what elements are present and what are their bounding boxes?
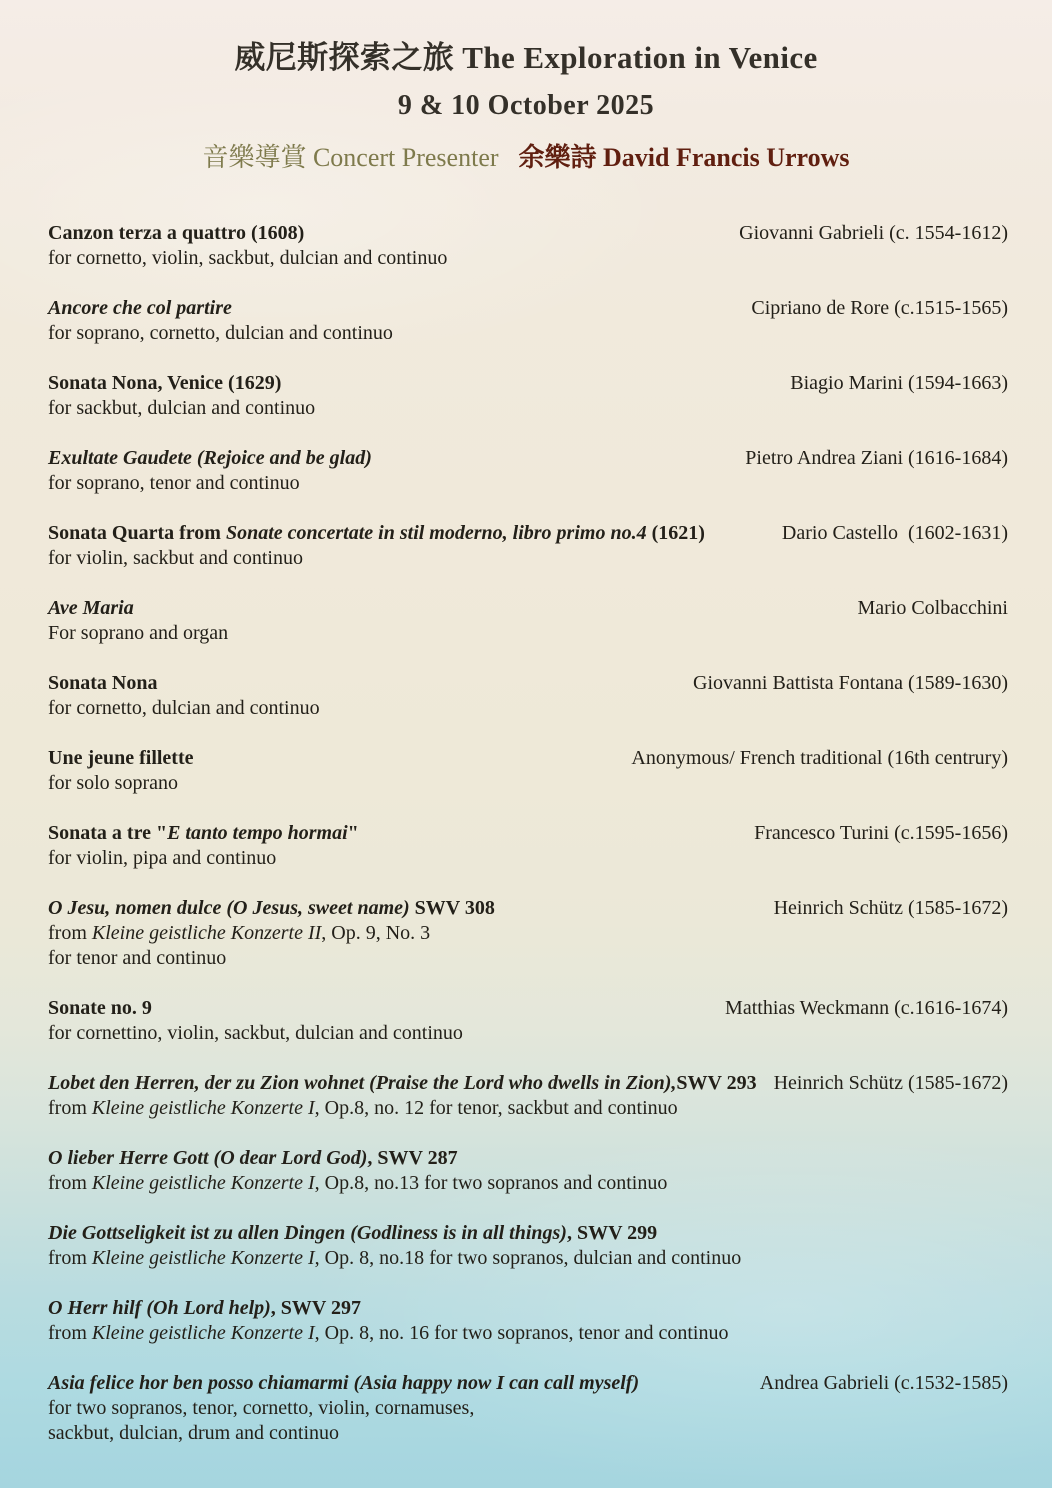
text-segment: sackbut, dulcian, drum and continuo [48, 1422, 340, 1444]
piece-detail [48, 1396, 1008, 1421]
program-item [48, 296, 1008, 346]
text-segment: For soprano and organ [48, 622, 229, 644]
text-segment: , Op. 8, no.18 for two sopranos, dulcian and continuo [314, 1247, 742, 1269]
piece-detail [48, 1246, 1008, 1271]
text-segment: Sonata a tre " [48, 822, 168, 844]
text-segment: from [48, 1247, 92, 1269]
piece-title-row [48, 896, 1008, 921]
text-segment: for soprano, cornetto, dulcian and continuo [48, 322, 393, 344]
text-segment: O Herr hilf (Oh Lord help) [48, 1297, 271, 1319]
piece-detail [48, 471, 1008, 496]
program-item [48, 896, 1008, 971]
piece-detail [48, 1421, 1008, 1446]
text-segment: Sonata Nona, Venice (1629) [48, 372, 282, 394]
program-item [48, 1221, 1008, 1271]
text-segment: , SWV 299 [566, 1222, 658, 1244]
piece-title-row [48, 521, 1008, 546]
text-segment: from [48, 1322, 92, 1344]
piece-title-row [48, 1371, 1008, 1396]
program-item [48, 1146, 1008, 1196]
piece-detail [48, 921, 1008, 946]
piece-title-row [48, 221, 1008, 246]
event-title: 威尼斯探索之旅 The Exploration in Venice [234, 40, 818, 75]
text-segment: , Op.8, no.13 for two sopranos and continuo [314, 1172, 668, 1194]
piece-title-row [48, 446, 1008, 471]
piece-composer: Mario Colbacchini [857, 597, 1008, 619]
piece-composer: Matthias Weckmann (c.1616-1674) [725, 997, 1008, 1019]
text-segment: Asia felice hor ben posso chiamarmi (Asia happy now I can call myself) [48, 1372, 640, 1394]
piece-detail [48, 1096, 1008, 1121]
text-segment: E tanto tempo hormai [167, 822, 348, 844]
program-item [48, 596, 1008, 646]
text-segment: for violin, sackbut and continuo [48, 547, 303, 569]
piece-title [48, 1371, 639, 1396]
text-segment: Exultate Gaudete (Rejoice and be glad) [48, 447, 372, 469]
text-segment: O lieber Herre Gott (O dear Lord God) [48, 1147, 368, 1169]
presenter-name: 余樂詩 David Francis Urrows [518, 143, 850, 172]
event-date: 9 & 10 October 2025 [397, 90, 655, 121]
piece-composer: Giovanni Battista Fontana (1589-1630) [693, 672, 1008, 694]
program-item [48, 371, 1008, 421]
piece-title [48, 1221, 657, 1246]
piece-title [48, 996, 152, 1021]
text-segment: SWV 293 [676, 1072, 757, 1094]
program-item [48, 746, 1008, 796]
piece-composer: Francesco Turini (c.1595-1656) [754, 822, 1008, 844]
piece-composer: Heinrich Schütz (1585-1672) [773, 897, 1008, 919]
text-segment: Une jeune fillette [48, 747, 194, 769]
program-item [48, 996, 1008, 1046]
piece-title [48, 821, 359, 846]
text-segment: , Op. 8, no. 16 for two sopranos, tenor and continuo [314, 1322, 729, 1344]
text-segment: for violin, pipa and continuo [48, 847, 277, 869]
program-item [48, 221, 1008, 271]
text-segment: Ave Maria [48, 597, 134, 619]
piece-detail [48, 771, 1008, 796]
piece-title [48, 371, 281, 396]
text-segment: from [48, 1097, 92, 1119]
text-segment: for cornettino, violin, sackbut, dulcian and continuo [48, 1022, 463, 1044]
piece-composer: Andrea Gabrieli (c.1532-1585) [759, 1372, 1008, 1394]
text-segment: from [48, 1172, 92, 1194]
piece-title-row [48, 296, 1008, 321]
text-segment: SWV 308 [409, 897, 495, 919]
text-segment: from [48, 922, 92, 944]
text-segment: Sonata Nona [48, 672, 158, 694]
text-segment: (1621) [646, 522, 705, 544]
piece-detail [48, 546, 1008, 571]
text-segment: for two sopranos, tenor, cornetto, violin, cornamuses, [48, 1397, 475, 1419]
text-segment: for soprano, tenor and continuo [48, 472, 300, 494]
piece-title [48, 521, 705, 546]
text-segment: Ancore che col partire [48, 297, 232, 319]
program-header [0, 0, 1052, 174]
text-segment: , SWV 297 [270, 1297, 362, 1319]
text-segment: , SWV 287 [367, 1147, 458, 1169]
piece-title-row [48, 1296, 1008, 1321]
text-segment: for sackbut, dulcian and continuo [48, 397, 316, 419]
program-item [48, 1371, 1008, 1446]
piece-title [48, 896, 495, 921]
text-segment: Die Gottseligkeit ist zu allen Dingen (Godliness is in all things) [48, 1222, 567, 1244]
piece-title [48, 446, 372, 471]
piece-composer: Biagio Marini (1594-1663) [790, 372, 1008, 394]
piece-title-row [48, 1221, 1008, 1246]
piece-title [48, 1071, 757, 1096]
piece-composer: Giovanni Gabrieli (c. 1554-1612) [739, 222, 1008, 244]
piece-composer: Cipriano de Rore (c.1515-1565) [751, 297, 1008, 319]
text-segment: " [347, 822, 359, 844]
program-item [48, 1296, 1008, 1346]
program-item [48, 521, 1008, 571]
piece-detail [48, 846, 1008, 871]
text-segment: , Op.8, no. 12 for tenor, sackbut and continuo [314, 1097, 678, 1119]
piece-title [48, 596, 134, 621]
program-item [48, 671, 1008, 721]
text-segment: Sonate no. 9 [48, 997, 152, 1019]
piece-composer: Heinrich Schütz (1585-1672) [773, 1072, 1008, 1094]
piece-detail [48, 1171, 1008, 1196]
piece-detail [48, 621, 1008, 646]
piece-title-row [48, 746, 1008, 771]
text-segment: Kleine geistliche Konzerte I [91, 1322, 315, 1344]
text-segment: for tenor and continuo [48, 947, 227, 969]
text-segment: Canzon terza a quattro (1608) [48, 222, 305, 244]
text-segment: Kleine geistliche Konzerte I [91, 1172, 315, 1194]
program-item [48, 821, 1008, 871]
text-segment: Sonate concertate in stil moderno, libro primo no.4 [225, 522, 647, 544]
text-segment: Kleine geistliche Konzerte I [91, 1247, 315, 1269]
piece-composer: Pietro Andrea Ziani (1616-1684) [745, 447, 1008, 469]
piece-detail [48, 246, 1008, 271]
text-segment: Kleine geistliche Konzerte I [91, 1097, 315, 1119]
piece-title-row [48, 371, 1008, 396]
piece-title [48, 296, 232, 321]
presenter-line [0, 137, 1052, 174]
piece-title-row [48, 1146, 1008, 1171]
piece-detail [48, 1321, 1008, 1346]
piece-detail [48, 1021, 1008, 1046]
presenter-role: 音樂導賞 Concert Presenter [202, 143, 499, 172]
piece-title-row [48, 996, 1008, 1021]
piece-title [48, 746, 194, 771]
text-segment: Lobet den Herren, der zu Zion wohnet (Praise the Lord who dwells in Zion), [48, 1072, 677, 1094]
text-segment: , Op. 9, No. 3 [321, 922, 431, 944]
program-item [48, 446, 1008, 496]
piece-detail [48, 696, 1008, 721]
text-segment: Sonata Quarta from [48, 522, 226, 544]
text-segment: for cornetto, violin, sackbut, dulcian and continuo [48, 247, 448, 269]
piece-composer: Dario Castello (1602-1631) [781, 522, 1008, 544]
piece-title [48, 1296, 361, 1321]
piece-title [48, 221, 304, 246]
piece-detail [48, 321, 1008, 346]
piece-title [48, 671, 157, 696]
program-item [48, 1071, 1008, 1121]
piece-detail [48, 396, 1008, 421]
text-segment: Kleine geistliche Konzerte II [91, 922, 322, 944]
piece-title [48, 1146, 458, 1171]
program-list [0, 174, 1052, 1446]
text-segment: for solo soprano [48, 772, 178, 794]
piece-title-row [48, 671, 1008, 696]
text-segment: O Jesu, nomen dulce (O Jesus, sweet name) [48, 897, 410, 919]
text-segment: for cornetto, dulcian and continuo [48, 697, 320, 719]
piece-title-row [48, 821, 1008, 846]
piece-composer: Anonymous/ French traditional (16th centrury) [631, 747, 1008, 769]
piece-title-row [48, 1071, 1008, 1096]
piece-detail [48, 946, 1008, 971]
piece-title-row [48, 596, 1008, 621]
